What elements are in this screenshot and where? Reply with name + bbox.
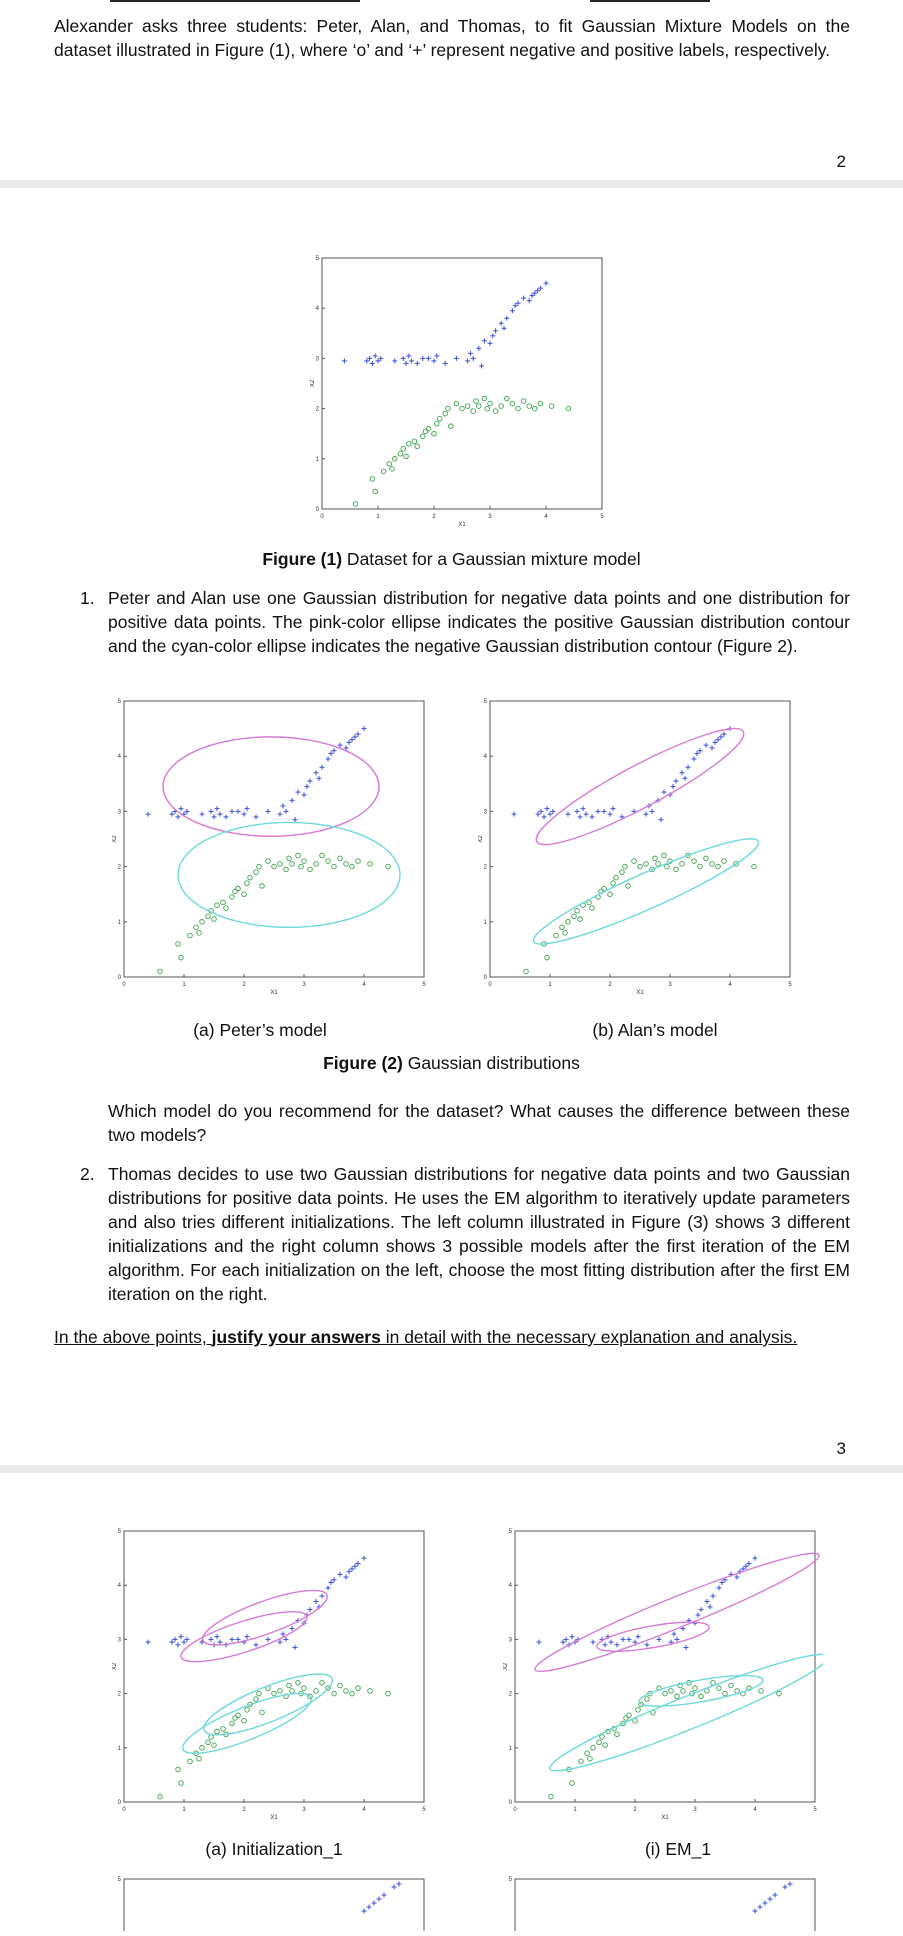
x-tick-label: 2 xyxy=(432,514,436,520)
x-tick-label: 4 xyxy=(362,982,366,988)
y-tick-label: 2 xyxy=(508,1691,512,1698)
figure-3b-plot-partial xyxy=(112,1871,432,1931)
y-tick-label: 5 xyxy=(315,256,319,262)
x-tick-label: 0 xyxy=(513,1807,517,1813)
y-tick-label: 5 xyxy=(117,1877,121,1883)
answer-line xyxy=(110,0,360,2)
page-number: 2 xyxy=(836,152,846,171)
figure-3i-caption: (i) EM_1 xyxy=(644,1839,712,1859)
page-number: 3 xyxy=(836,1439,846,1458)
justify-instruction: In the above points, justify your answers in detail with the necessary explanation and analysis. xyxy=(54,1327,798,1347)
figure-2a-caption: (a) Peter’s model xyxy=(193,1020,327,1040)
y-tick-label: 4 xyxy=(117,1583,121,1590)
x-axis-label: X1 xyxy=(661,1815,669,1821)
y-tick-label: 0 xyxy=(508,1800,512,1806)
x-tick-label: 2 xyxy=(242,1807,246,1813)
y-axis-label: X2 xyxy=(503,1662,509,1671)
x-tick-label: 3 xyxy=(302,982,306,988)
y-tick-label: 1 xyxy=(508,1745,512,1752)
figure-1-plot xyxy=(310,250,610,535)
x-tick-label: 3 xyxy=(693,1807,697,1813)
y-tick-label: 2 xyxy=(117,864,121,871)
x-tick-label: 4 xyxy=(362,1807,366,1813)
figure-3i-plot xyxy=(503,1523,823,1828)
x-tick-label: 1 xyxy=(573,1807,577,1813)
y-tick-label: 3 xyxy=(117,1637,121,1644)
plot-frame xyxy=(124,1879,424,1931)
x-tick-label: 1 xyxy=(376,514,380,520)
page-separator xyxy=(0,180,903,188)
intro-paragraph: Alexander asks three students: Peter, Alan, and Thomas, to fit Gaussian Mixture Models on the dataset illustrated in Figure (1), where ‘o’ and ‘+’ represent negative and positive labels, respectively. xyxy=(54,16,850,60)
y-tick-label: 2 xyxy=(483,864,487,871)
x-axis-label: X1 xyxy=(270,1815,278,1821)
figure-2b-caption: (b) Alan’s model xyxy=(592,1020,718,1040)
figure-2a-plot xyxy=(112,693,432,1003)
y-tick-label: 2 xyxy=(117,1691,121,1698)
plot-frame xyxy=(515,1879,815,1931)
plot-frame xyxy=(124,1531,424,1802)
x-tick-label: 3 xyxy=(488,514,492,520)
x-tick-label: 0 xyxy=(122,1807,126,1813)
question-2: 2. Thomas decides to use two Gaussian distributions for negative data points and two Gaussian distributions for positive data points. He uses the EM algorithm to iteratively update parameters and also tries different initializations. The left column illustrated in Figure (3) shows 3 different initializations and the right column shows 3 possible models after the first iteration of the EM algorithm. For each initialization on the left, choose the most fitting distribution after the first EM iteration on the right. xyxy=(80,1164,850,1304)
y-tick-label: 3 xyxy=(117,809,121,816)
plot-frame xyxy=(124,701,424,977)
page-separator xyxy=(0,1465,903,1473)
x-tick-label: 2 xyxy=(242,982,246,988)
figure-1-caption: Figure (1) Dataset for a Gaussian mixture model xyxy=(262,549,641,569)
y-tick-label: 5 xyxy=(483,699,487,705)
x-tick-label: 3 xyxy=(302,1807,306,1813)
x-tick-label: 5 xyxy=(422,982,426,988)
page-4 xyxy=(0,1473,903,1920)
figure-2-caption: Figure (2) Gaussian distributions xyxy=(323,1053,580,1073)
x-tick-label: 0 xyxy=(122,982,126,988)
x-tick-label: 3 xyxy=(668,982,672,988)
x-tick-label: 4 xyxy=(544,514,548,520)
y-tick-label: 1 xyxy=(117,1745,121,1752)
x-tick-label: 5 xyxy=(600,514,604,520)
y-tick-label: 3 xyxy=(315,356,319,363)
x-tick-label: 1 xyxy=(548,982,552,988)
y-tick-label: 1 xyxy=(483,919,487,926)
x-tick-label: 1 xyxy=(182,1807,186,1813)
question-1: 1. Peter and Alan use one Gaussian distribution for negative data points and one distribution for positive data points. The pink-color ellipse indicates the positive Gaussian distribution contour and the cyan-color ellipse indicates the negative Gaussian distribution contour (Figure 2). xyxy=(80,588,850,656)
x-tick-label: 5 xyxy=(422,1807,426,1813)
y-tick-label: 1 xyxy=(315,456,319,463)
y-tick-label: 3 xyxy=(483,809,487,816)
y-tick-label: 1 xyxy=(117,919,121,926)
y-tick-label: 4 xyxy=(483,754,487,761)
x-axis-label: X1 xyxy=(636,990,644,996)
y-tick-label: 4 xyxy=(508,1583,512,1590)
x-tick-label: 5 xyxy=(788,982,792,988)
x-tick-label: 5 xyxy=(813,1807,817,1813)
y-tick-label: 5 xyxy=(117,1529,121,1535)
x-tick-label: 1 xyxy=(182,982,186,988)
page-2 xyxy=(0,0,903,180)
y-tick-label: 0 xyxy=(117,975,121,981)
y-tick-label: 5 xyxy=(508,1877,512,1883)
x-tick-label: 0 xyxy=(488,982,492,988)
y-tick-label: 3 xyxy=(508,1637,512,1644)
x-tick-label: 4 xyxy=(728,982,732,988)
plot-frame xyxy=(322,258,602,509)
x-axis-label: X1 xyxy=(270,990,278,996)
y-tick-label: 0 xyxy=(483,975,487,981)
figure-3a-caption: (a) Initialization_1 xyxy=(205,1839,343,1859)
x-axis-label: X1 xyxy=(458,522,466,528)
y-axis-label: X2 xyxy=(112,835,118,843)
page-3 xyxy=(0,188,903,1465)
x-tick-label: 2 xyxy=(633,1807,637,1813)
answer-line xyxy=(590,0,710,2)
x-tick-label: 2 xyxy=(608,982,612,988)
x-tick-label: 4 xyxy=(753,1807,757,1813)
question-1-prompt: Which model do you recommend for the dataset? What causes the difference between these two models? xyxy=(108,1101,850,1145)
y-tick-label: 0 xyxy=(315,507,319,513)
x-tick-label: 0 xyxy=(320,514,324,520)
y-tick-label: 5 xyxy=(508,1529,512,1535)
y-tick-label: 2 xyxy=(315,406,319,413)
y-tick-label: 5 xyxy=(117,699,121,705)
y-axis-label: X2 xyxy=(310,379,316,388)
y-tick-label: 4 xyxy=(117,754,121,761)
figure-3a-plot xyxy=(112,1523,432,1828)
y-tick-label: 4 xyxy=(315,306,319,313)
figure-3ii-plot-partial xyxy=(503,1871,823,1931)
y-tick-label: 0 xyxy=(117,1800,121,1806)
figure-2b-plot xyxy=(478,693,798,1003)
y-axis-label: X2 xyxy=(478,835,484,843)
y-axis-label: X2 xyxy=(112,1662,118,1671)
